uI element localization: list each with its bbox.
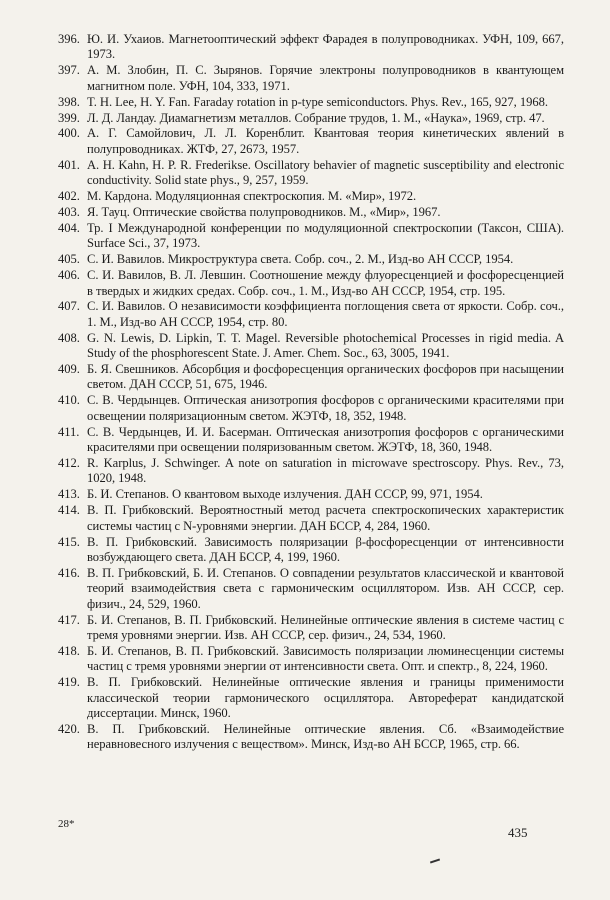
reference-text: Ю. И. Ухаиов. Магнетооптический эффект Фарадея в полупроводниках. УФН, 109, 667, 1973. xyxy=(87,32,564,62)
reference-number: 418. xyxy=(58,643,80,658)
reference-entry xyxy=(58,299,564,330)
reference-number: 410. xyxy=(58,393,80,408)
reference-number: 402. xyxy=(58,189,80,204)
reference-number: 397. xyxy=(58,63,80,78)
reference-text: A. H. Kahn, H. P. R. Frederikse. Oscillatory behavier of magnetic susceptibility and electronic conductivity. Solid state phys., 9, 257, 1959. xyxy=(87,157,564,188)
reference-number: 411. xyxy=(58,424,80,439)
reference-entry xyxy=(58,456,564,487)
reference-text: В. П. Грибковский, Б. И. Степанов. О совпадении результатов классической и квантовой теорий взаимодействия света с гармоническим осциллятором. Изв. АН СССР, сер. физич., 24, 529, 1960. xyxy=(87,565,564,611)
reference-entry xyxy=(58,111,564,126)
reference-entry xyxy=(58,32,564,63)
reference-entry xyxy=(58,393,564,424)
reference-number: 414. xyxy=(58,503,80,518)
reference-text: T. H. Lee, H. Y. Fan. Faraday rotation in p-type semiconductors. Phys. Rev., 165, 927, 1968. xyxy=(87,94,548,109)
reference-entry xyxy=(58,566,564,612)
reference-entry xyxy=(58,158,564,189)
reference-number: 408. xyxy=(58,330,80,345)
reference-number: 417. xyxy=(58,612,80,627)
reference-entry xyxy=(58,221,564,252)
reference-text: Б. И. Степанов. О квантовом выходе излучения. ДАН СССР, 99, 971, 1954. xyxy=(87,487,483,502)
reference-text: Тр. I Международной конференции по модуляционной спектроскопии (Таксон, США). Surface Sci., 37, 1973. xyxy=(87,220,564,251)
reference-text: В. П. Грибковский. Нелинейные оптические явления. Сб. «Взаимодействие неравновесного излучения с веществом». Минск, Изд-во АН БССР, 1965, стр. 66. xyxy=(87,721,564,752)
reference-text: С. В. Чердынцев, И. И. Басерман. Оптическая анизотропия фосфоров с органическими красителями при освещении поляризованным светом. ЖЭТФ, 18, 360, 1948. xyxy=(87,424,564,455)
reference-entry xyxy=(58,205,564,220)
reference-text: Б. И. Степанов, В. П. Грибковский. Зависимость поляризации люминесценции системы частиц с тремя уровнями энергии от интенсивности света. Опт. и спектр., 8, 224, 1960. xyxy=(87,643,564,674)
reference-entry xyxy=(58,362,564,393)
reference-entry xyxy=(58,535,564,566)
reference-number: 419. xyxy=(58,675,80,690)
reference-entry xyxy=(58,63,564,94)
reference-text: В. П. Грибковский. Зависимость поляризации β-фосфоресценции от интенсивности возбуждающего света. ДАН БССР, 4, 199, 1960. xyxy=(87,534,564,564)
reference-number: 399. xyxy=(58,110,80,125)
reference-entry xyxy=(58,268,564,299)
reference-entry xyxy=(58,503,564,534)
reference-entry xyxy=(58,613,564,644)
reference-number: 401. xyxy=(58,157,80,172)
reference-text: R. Karplus, J. Schwinger. A note on saturation in microwave spectroscopy. Phys. Rev., 73, 1020, 1948. xyxy=(87,455,564,486)
reference-number: 413. xyxy=(58,487,80,502)
reference-number: 404. xyxy=(58,220,80,235)
reference-number: 416. xyxy=(58,565,80,580)
reference-text: Л. Д. Ландау. Диамагнетизм металлов. Собрание трудов, 1. М., «Наука», 1969, стр. 47. xyxy=(87,110,545,125)
reference-text: С. И. Вавилов. Микроструктура света. Собр. соч., 2. М., Изд-во АН СССР, 1954. xyxy=(87,252,514,267)
reference-entry xyxy=(58,722,564,753)
reference-entry xyxy=(58,425,564,456)
reference-text: М. Кардона. Модуляционная спектроскопия. М. «Мир», 1972. xyxy=(87,189,417,204)
reference-number: 396. xyxy=(58,32,80,46)
reference-text: А. М. Злобин, П. С. Зырянов. Горячие электроны полупроводников в квантующем магнитном поле. УФН, 104, 333, 1971. xyxy=(87,63,564,93)
reference-text: В. П. Грибковский. Вероятностный метод расчета спектроскопических характеристик системы частиц с N-уровнями энергии. ДАН БССР, 4, 284, 1960. xyxy=(87,503,564,533)
reference-entry xyxy=(58,331,564,362)
reference-text: С. И. Вавилов, В. Л. Левшин. Соотношение между флуоресценцией и фосфоресценцией в твердых и жидких средах. Собр. соч., 1. М., Изд-во АН СССР, 1954, стр. 195. xyxy=(87,268,564,298)
reference-text: С. И. Вавилов. О независимости коэффициента поглощения света от яркости. Собр. соч., 1. М., Изд-во АН СССР, 1954, стр. 80. xyxy=(87,299,564,329)
reference-number: 400. xyxy=(58,126,80,141)
reference-text: В. П. Грибковский. Нелинейные оптические явления и границы применимости классической теории гармонического осциллятора. Автореферат кандидатской диссертации. Минск, 1960. xyxy=(87,675,564,720)
reference-text: Б. Я. Свешников. Абсорбция и фосфоресценция органических фосфоров при насыщении светом. ДАН СССР, 51, 675, 1946. xyxy=(87,362,564,392)
reference-number: 405. xyxy=(58,252,80,267)
reference-entry xyxy=(58,95,564,110)
print-speck xyxy=(430,859,440,864)
reference-entry xyxy=(58,487,564,502)
reference-number: 420. xyxy=(58,721,80,736)
signature-mark: 28* xyxy=(58,818,75,830)
reference-text: Я. Тауц. Оптические свойства полупроводников. М., «Мир», 1967. xyxy=(87,204,441,219)
reference-number: 412. xyxy=(58,455,80,470)
reference-text: С. В. Чердынцев. Оптическая анизотропия фосфоров с органическими красителями при освещении поляризационным светом. ЖЭТФ, 18, 352, 1948. xyxy=(87,393,564,423)
reference-text: Б. И. Степанов, В. П. Грибковский. Нелинейные оптические явления в системе частиц с тремя уровнями энергии. Изв. АН СССР, сер. физич., 24, 534, 1960. xyxy=(87,612,564,642)
reference-entry xyxy=(58,126,564,157)
reference-number: 409. xyxy=(58,362,80,377)
reference-number: 407. xyxy=(58,299,80,314)
reference-entry xyxy=(58,189,564,204)
reference-number: 415. xyxy=(58,534,80,549)
reference-entry xyxy=(58,644,564,675)
reference-number: 406. xyxy=(58,268,80,283)
reference-number: 398. xyxy=(58,94,80,109)
reference-list xyxy=(58,32,564,753)
reference-text: А. Г. Самойлович, Л. Л. Коренблит. Квантовая теория кинетических явлений в полупроводниках. ЖТФ, 27, 2673, 1957. xyxy=(87,126,564,156)
page-number: 435 xyxy=(508,825,528,840)
reference-text: G. N. Lewis, D. Lipkin, T. T. Magel. Reversible photochemical Processes in rigid media. A Study of the phosphorescent State. J. Amer. Chem. Soc., 63, 3005, 1941. xyxy=(87,330,564,361)
reference-entry xyxy=(58,675,564,721)
reference-number: 403. xyxy=(58,204,80,219)
reference-entry xyxy=(58,252,564,267)
